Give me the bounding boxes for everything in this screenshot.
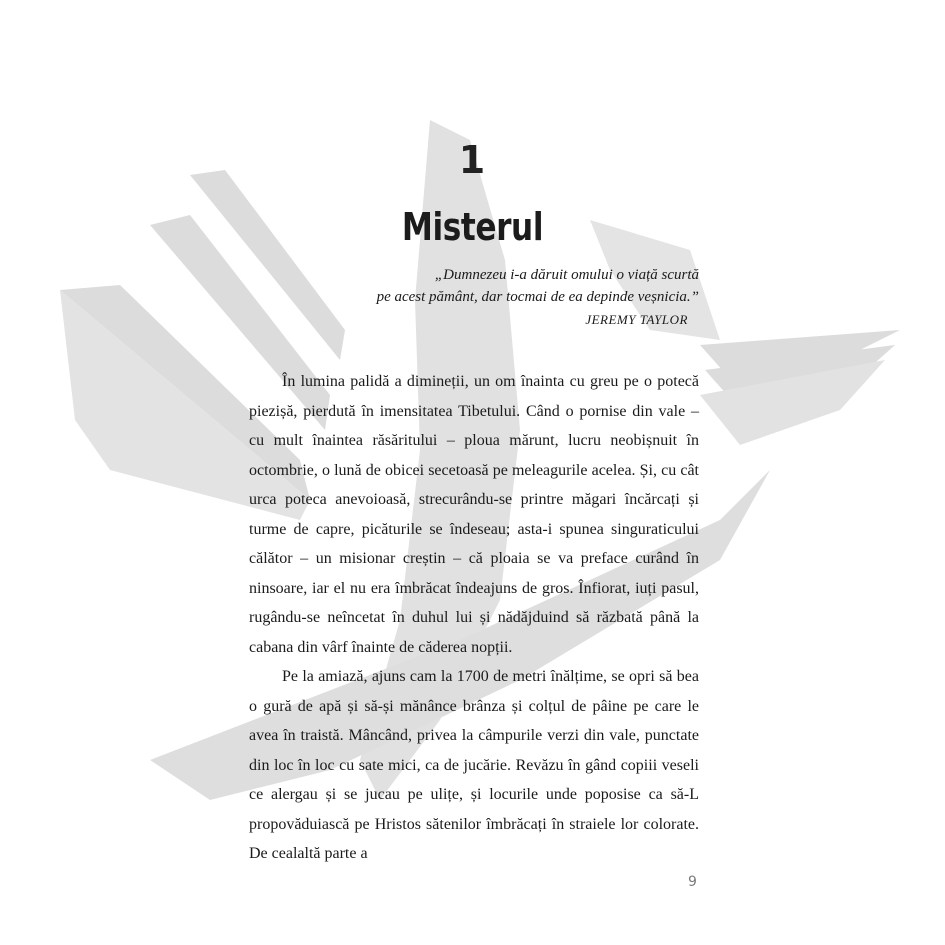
epigraph-line-1: „Dumnezeu i-a dăruit omului o viață scurtă (434, 267, 699, 283)
paragraph: Pe la amiază, ajuns cam la 1700 de metri înălțime, se opri să bea o gură de apă și să-și mănânce brânza și colțul de pâine pe care le avea în traistă. Mâncând, privea la câmpurile verzi din vale, punctate din loc în loc cu sate mici, ca de jucărie. Revăzu în gând copiii veseli ce alergau și se jucau pe ulițe, și locurile unde poposise ca să-L propovăduiască pe Hristos sătenilor îmbrăcați în straiele lor colorate. De cealaltă parte a (249, 668, 699, 862)
chapter-body-text (249, 367, 699, 869)
chapter-title: Misterul (401, 205, 544, 249)
epigraph-line-2: pe acest pământ, dar tocmai de ea depinde veșnicia.” (376, 289, 699, 305)
epigraph-author: JEREMY TAYLOR (585, 312, 688, 327)
paragraph: În lumina palidă a dimineții, un om înainta cu greu pe o potecă piezișă, pierdută în imensitatea Tibetului. Când o pornise din vale – cu mult înaintea răsăritului – ploua mărunt, lucru neobișnuit în octombrie, o lună de obicei secetoasă pe meleagurile acelea. Și, cu cât urca poteca anevoioasă, strecurându-se printre măgari încărcați și turme de capre, picăturile se îndeseau; asta-i spunea singuraticului călător – un misionar creștin – că ploaia se va preface curând în ninsoare, iar el nu era îmbrăcat îndeajuns de gros. Înfiorat, iuți pasul, rugându-se neîncetat în duhul lui și nădăjduind să răzbată până la cabana din vârf înainte de căderea nopții. (249, 373, 699, 656)
epigraph-quote (259, 264, 699, 308)
page-number: 9 (688, 874, 697, 890)
chapter-number: 1 (458, 138, 487, 182)
